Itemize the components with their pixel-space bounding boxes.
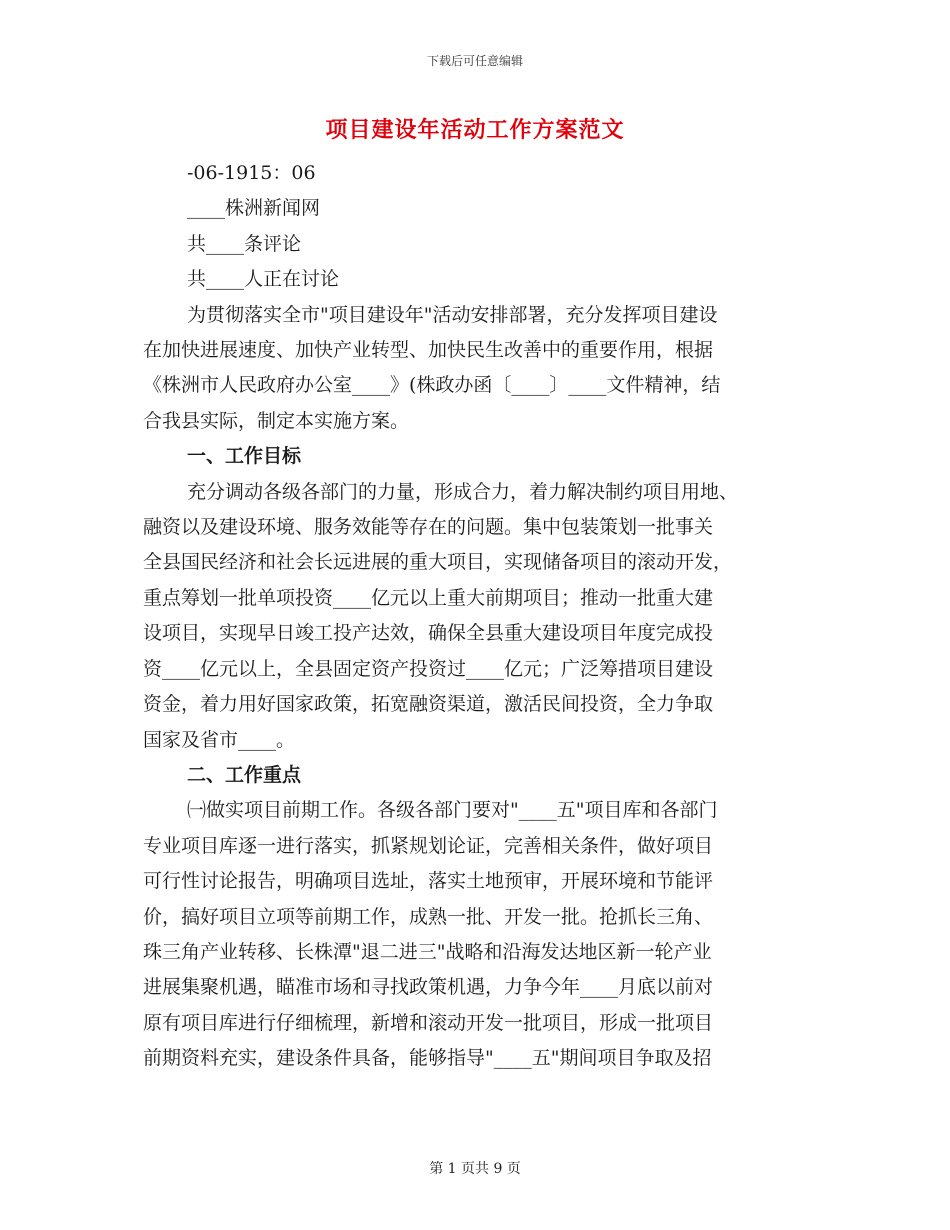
publish-date: -06-1915：06 — [187, 162, 316, 184]
document-title: 项目建设年活动工作方案范文 — [325, 117, 625, 143]
comment-count: 共____条评论 — [187, 232, 302, 255]
priorities-line: 价，搞好项目立项等前期工作，成熟一批、开发一批。抢抓长三角、 — [143, 905, 714, 928]
page-header: 下载后可任意编辑 — [426, 54, 523, 68]
goals-line: 融资以及建设环境、服务效能等存在的问题。集中包装策划一批事关 — [143, 516, 714, 539]
goals-line: 国家及省市____。 — [143, 728, 296, 751]
intro-line: 合我县实际，制定本实施方案。 — [143, 409, 410, 432]
priorities-line: 前期资料充实，建设条件具备，能够指导"____五"期间项目争取及招 — [143, 1047, 712, 1070]
intro-line: 为贯彻落实全市"项目建设年"活动安排部署，充分发挥项目建设 — [187, 303, 718, 326]
priorities-line: 珠三角产业转移、长株潭"退二进三"战略和沿海发达地区新一轮产业 — [143, 940, 712, 963]
goals-line: 全县国民经济和社会长远进展的重大项目，实现储备项目的滚动开发， — [143, 551, 733, 574]
priorities-line: 可行性讨论报告，明确项目选址，落实土地预审，开展环境和节能评 — [143, 870, 714, 893]
section-heading-goals: 一、工作目标 — [187, 445, 302, 468]
priorities-line: 进展集聚机遇，瞄准市场和寻找政策机遇，力争今年____月底以前对 — [143, 976, 714, 999]
intro-line: 在加快进展速度、加快产业转型、加快民生改善中的重要作用，根据 — [143, 339, 714, 362]
goals-line: 资____亿元以上，全县固定资产投资过____亿元；广泛筹措项目建设 — [143, 657, 714, 680]
priorities-line: ㈠做实项目前期工作。各级各部门要对"____五"项目库和各部门 — [187, 799, 718, 822]
goals-line: 资金，着力用好国家政策，拓宽融资渠道，激活民间投资，全力争取 — [143, 693, 714, 716]
section-heading-priorities: 二、工作重点 — [187, 763, 302, 786]
goals-line: 充分调动各级各部门的力量，形成合力，着力解决制约项目用地、 — [187, 480, 739, 503]
priorities-line: 专业项目库逐一进行落实，抓紧规划论证，完善相关条件，做好项目 — [143, 834, 714, 857]
discussion-count: 共____人正在讨论 — [187, 268, 340, 291]
intro-line: 《株洲市人民政府办公室____》(株政办函〔____〕____文件精神，结 — [143, 374, 721, 397]
page-number: 第 1 页共 9 页 — [429, 1161, 521, 1177]
document-body — [143, 156, 808, 1077]
priorities-line: 原有项目库进行仔细梳理，新增和滚动开发一批项目，形成一批项目 — [143, 1011, 714, 1034]
goals-line: 设项目，实现早日竣工投产达效，确保全县重大建设项目年度完成投 — [143, 622, 714, 645]
news-source: ____株洲新闻网 — [187, 197, 321, 220]
goals-line: 重点筹划一批单项投资____亿元以上重大前期项目；推动一批重大建 — [143, 586, 714, 609]
